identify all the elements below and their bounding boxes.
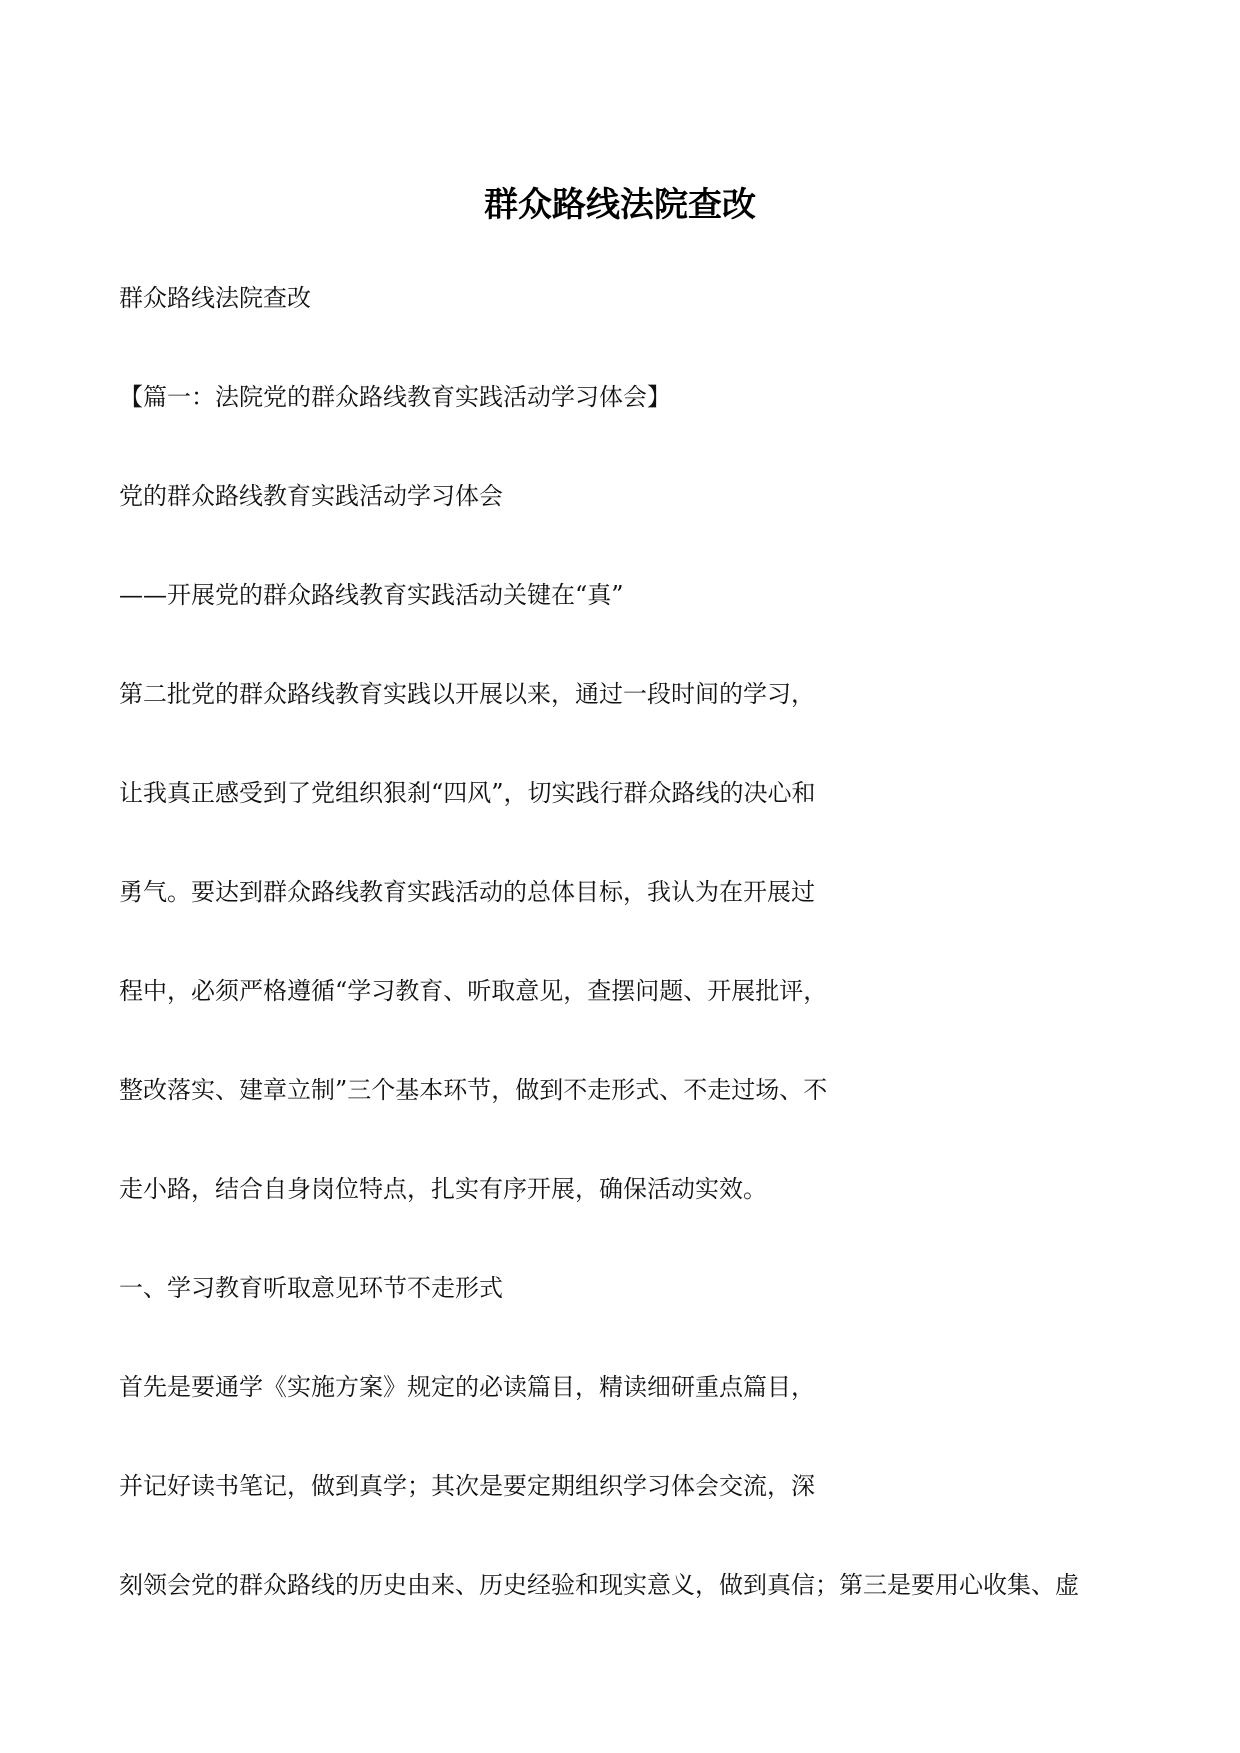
body-line-subtitle: 群众路线法院查改 <box>119 284 311 312</box>
body-line: 走小路，结合自身岗位特点，扎实有序开展，确保活动实效。 <box>119 1175 767 1203</box>
body-line: 第二批党的群众路线教育实践以开展以来，通过一段时间的学习， <box>119 680 815 708</box>
document-body <box>119 283 1139 1669</box>
body-line: 整改落实、建章立制”三个基本环节，做到不走形式、不走过场、不 <box>119 1076 828 1104</box>
body-line: 首先是要通学《实施方案》规定的必读篇目，精读细研重点篇目， <box>119 1373 815 1401</box>
body-line: 勇气。要达到群众路线教育实践活动的总体目标，我认为在开展过 <box>119 878 815 906</box>
body-line: 并记好读书笔记，做到真学；其次是要定期组织学习体会交流，深 <box>119 1472 815 1500</box>
body-line-section-heading: 【篇一：法院党的群众路线教育实践活动学习体会】 <box>119 383 671 411</box>
document-title: 群众路线法院查改 <box>484 184 756 225</box>
body-line: 程中，必须严格遵循“学习教育、听取意见，查摆问题、开展批评， <box>119 977 828 1005</box>
body-line-section-one-heading: 一、学习教育听取意见环节不走形式 <box>119 1274 503 1302</box>
body-line: 让我真正感受到了党组织狠刹“四风”，切实践行群众路线的决心和 <box>119 779 816 807</box>
body-line: 刻领会党的群众路线的历史由来、历史经验和现实意义，做到真信；第三是要用心收集、虚 <box>119 1571 1079 1599</box>
body-line-article-subtitle: ——开展党的群众路线教育实践活动关键在“真” <box>119 581 624 609</box>
body-line-article-title: 党的群众路线教育实践活动学习体会 <box>119 482 503 510</box>
